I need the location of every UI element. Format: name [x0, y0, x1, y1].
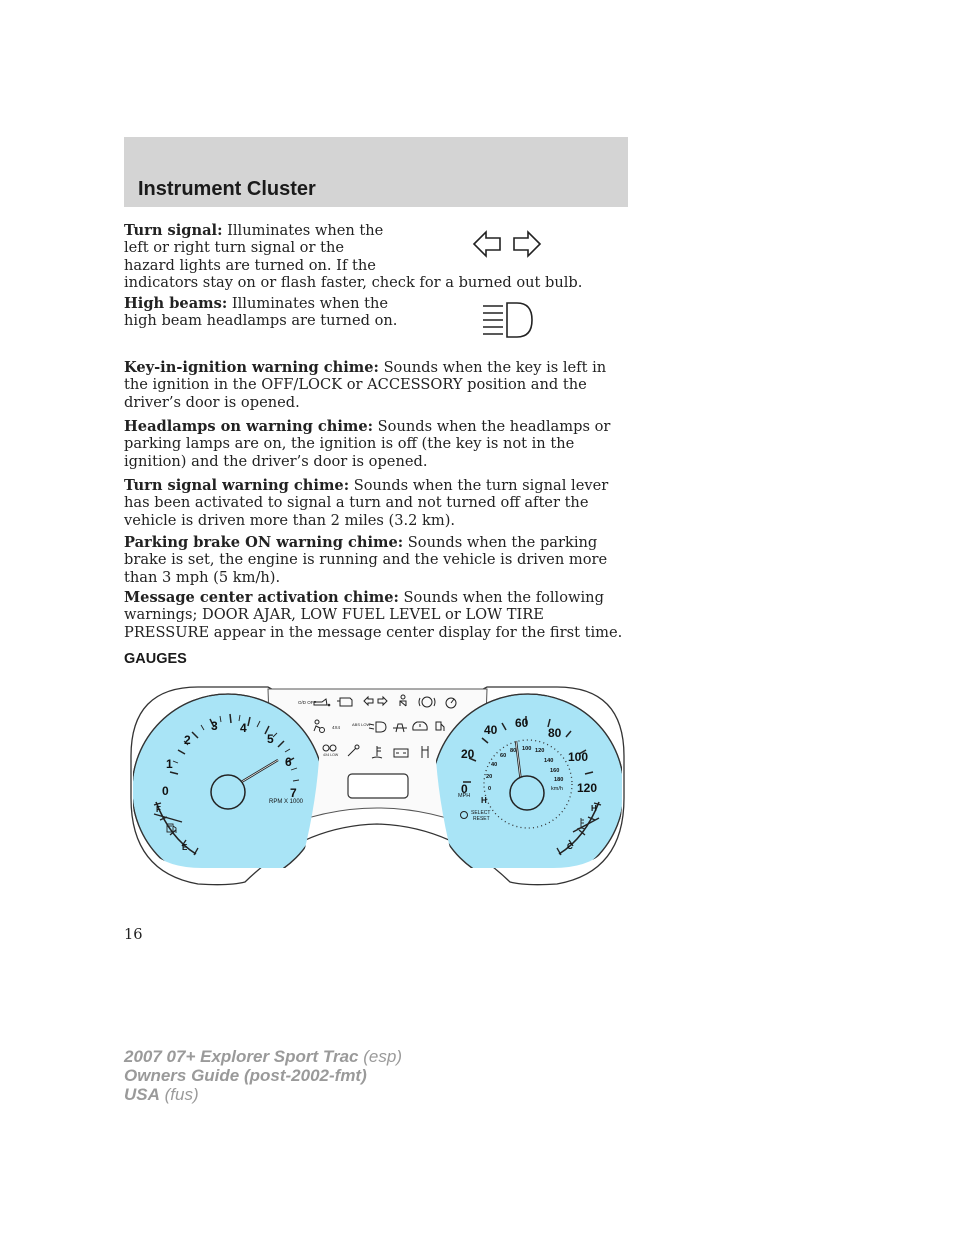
footer-market: USA: [124, 1085, 160, 1104]
mph-label: MPH: [458, 793, 471, 799]
instrument-cluster-illustration: [130, 686, 625, 886]
svg-text:80: 80: [510, 748, 517, 754]
chime-term: Turn signal warning chime:: [124, 477, 350, 494]
svg-text:0: 0: [488, 786, 492, 792]
footer-market-code: (fus): [164, 1085, 199, 1104]
chime-term: Headlamps on warning chime:: [124, 418, 374, 435]
tachometer-label: RPM X 1000: [269, 799, 304, 805]
turn-signal-text-1: Illuminates when the: [227, 222, 384, 239]
section-header-band: [124, 137, 628, 207]
chime-key-in-ignition: [124, 359, 628, 411]
four-low-icon: 4X4 LOW: [323, 753, 339, 757]
gauges-heading: GAUGES: [124, 651, 187, 667]
kmh-label: km/h: [551, 786, 563, 792]
svg-text:40: 40: [491, 762, 498, 768]
temp-hot-label: H: [591, 804, 597, 813]
svg-text:120: 120: [535, 748, 545, 754]
svg-text:5: 5: [267, 732, 274, 746]
svg-text:7: 7: [290, 786, 297, 800]
high-beam-icon: [481, 301, 535, 339]
high-beams-text-2: high beam headlamps are turned on.: [124, 312, 398, 330]
fuel-empty-label: E: [182, 843, 188, 852]
select-label: SELECT: [471, 810, 491, 816]
turn-signal-text-4: indicators stay on or flash faster, check for a burned out bulb.: [124, 274, 583, 292]
svg-text:6: 6: [285, 755, 292, 769]
svg-text:140: 140: [544, 758, 554, 764]
message-center-display: [348, 774, 408, 798]
footer-guide: Owners Guide (post-2002-fmt): [124, 1066, 367, 1085]
svg-text:120: 120: [577, 781, 598, 795]
chime-term: Key-in-ignition warning chime:: [124, 359, 379, 376]
svg-text:80: 80: [548, 726, 562, 740]
svg-text:1: 1: [166, 757, 173, 771]
four-by-four-icon: 4X4: [332, 725, 341, 730]
chime-text: Sounds when the headlamps or parking lamps are on, the ignition is off (the key is not in the ignition) and the driver’s door is opened.: [124, 418, 611, 470]
speedometer-hub: [510, 776, 544, 810]
reset-label: RESET: [473, 816, 490, 822]
svg-text:180: 180: [554, 777, 564, 783]
svg-text:100: 100: [522, 746, 532, 752]
turn-signal-description: [124, 222, 628, 292]
chime-text: Sounds when the key is left in the ignition in the OFF/LOCK or ACCESSORY position and the driver’s door is opened.: [124, 359, 607, 411]
abs-low-icon: ABS LOW: [352, 722, 371, 727]
page-title: Instrument Cluster: [138, 178, 316, 200]
chime-turn-signal: [124, 477, 628, 529]
svg-text:0: 0: [461, 782, 468, 796]
document-footer: [124, 1047, 402, 1104]
svg-text:160: 160: [550, 768, 560, 774]
svg-text:20: 20: [486, 774, 493, 780]
svg-text:60: 60: [515, 716, 529, 730]
temp-cold-label: C: [567, 842, 573, 851]
svg-text:3: 3: [211, 719, 218, 733]
svg-text:40: 40: [484, 723, 498, 737]
chime-text: Sounds when the parking brake is set, the engine is running and the vehicle is driven more than 3 mph (5 km/h).: [124, 534, 608, 586]
high-beams-text-1: Illuminates when the: [231, 295, 389, 312]
svg-text:60: 60: [500, 753, 507, 759]
svg-text:4: 4: [240, 721, 247, 735]
od-off-indicator-icon: O/D OFF: [298, 700, 317, 705]
chime-term: Parking brake ON warning chime:: [124, 534, 404, 551]
page-number: 16: [124, 926, 143, 943]
hold-label: H: [481, 796, 487, 805]
svg-text:0: 0: [162, 784, 169, 798]
turn-signal-text-3: hazard lights are turned on. If the: [124, 256, 376, 274]
svg-text:100: 100: [568, 750, 589, 764]
tachometer-hub: [211, 775, 245, 809]
turn-signal-arrows-icon: [472, 229, 544, 259]
chime-headlamps-on: [124, 418, 628, 470]
svg-text:20: 20: [461, 747, 475, 761]
chime-term: Message center activation chime:: [124, 589, 399, 606]
turn-signal-text-2: left or right turn signal or the: [124, 239, 344, 257]
turn-signal-term: Turn signal:: [124, 222, 223, 239]
svg-text:2: 2: [184, 733, 191, 747]
footer-model-code: (esp): [363, 1047, 402, 1066]
footer-model: 2007 07+ Explorer Sport Trac: [124, 1047, 359, 1066]
chime-parking-brake: [124, 534, 628, 586]
chime-text: Sounds when the following warnings; DOOR AJAR, LOW FUEL LEVEL or LOW TIRE PRESSURE appear in the message center display for the first time.: [124, 589, 623, 641]
high-beams-term: High beams:: [124, 295, 228, 312]
chime-text: Sounds when the turn signal lever has been activated to signal a turn and not turned off after the vehicle is driven more than 2 miles (3.2 km).: [124, 477, 609, 529]
chime-message-center: [124, 589, 628, 641]
fuel-full-label: F: [156, 805, 161, 814]
high-beams-description: [124, 295, 628, 330]
